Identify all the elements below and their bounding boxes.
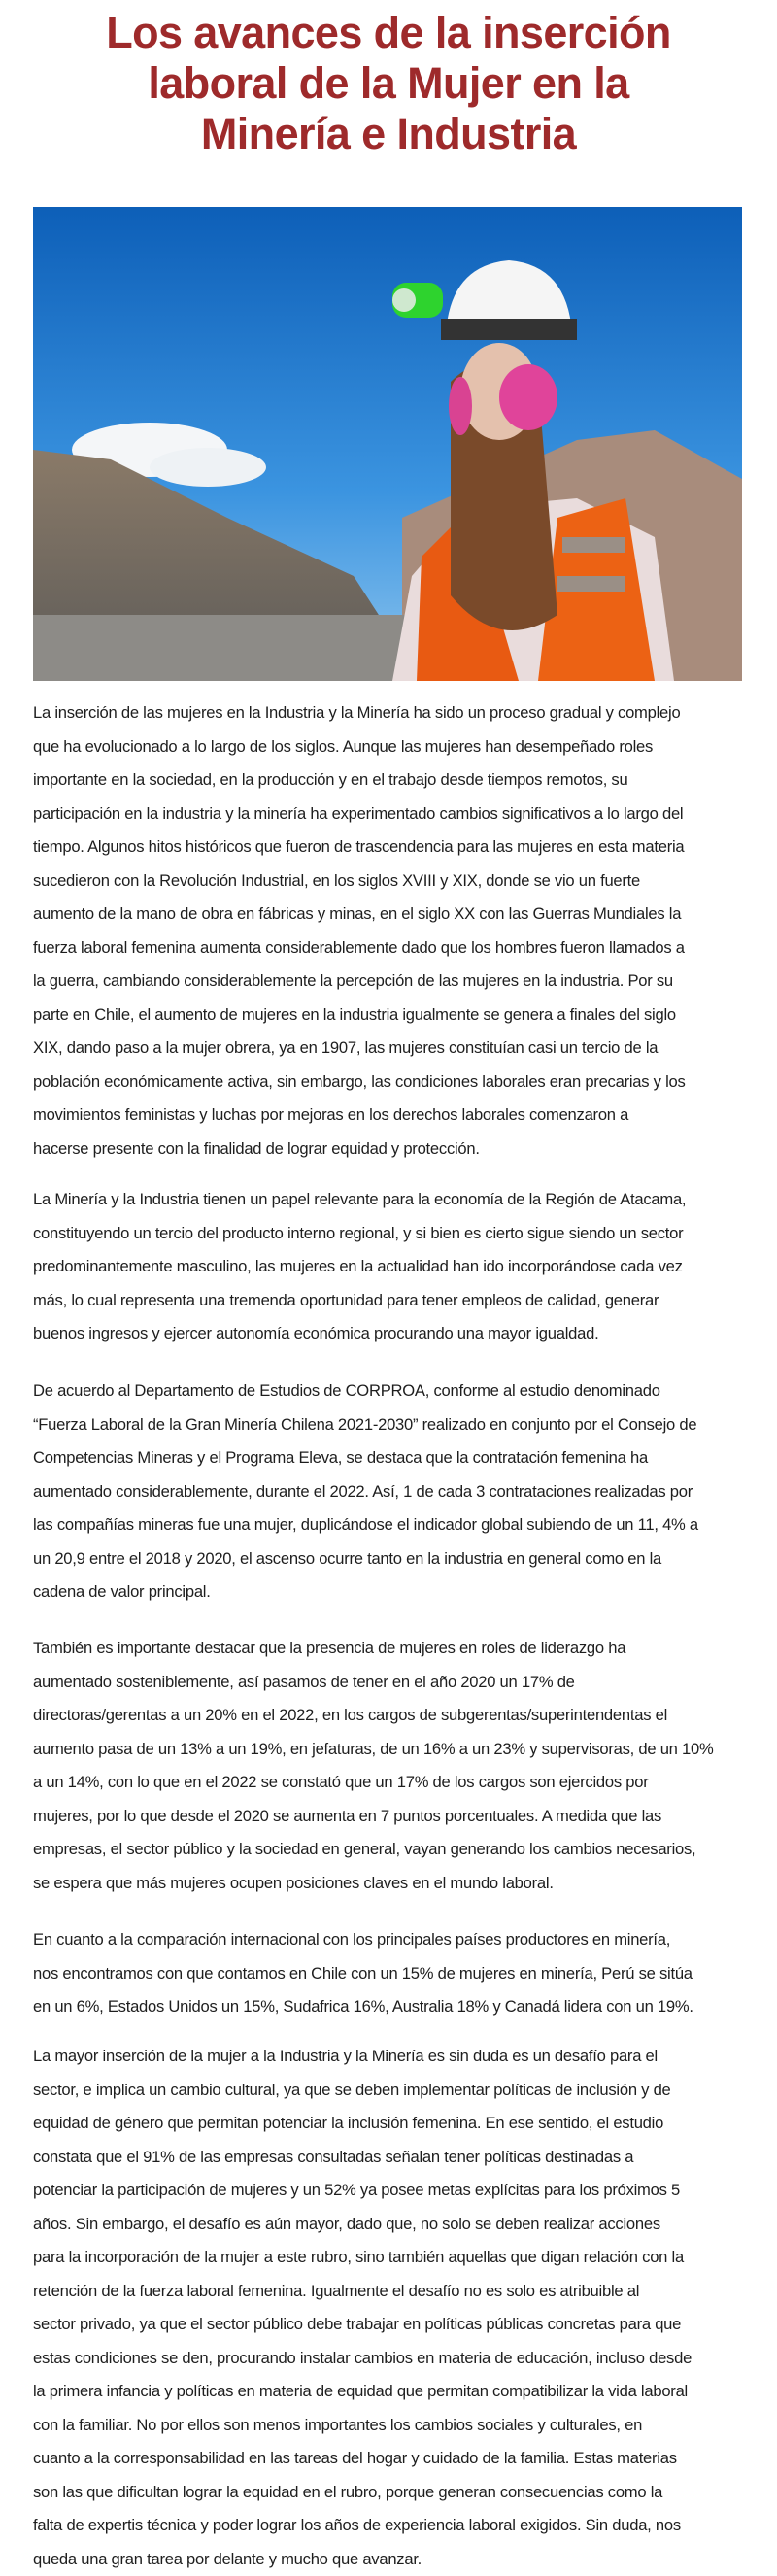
title-line: Los avances de la inserción (0, 8, 777, 58)
paragraph-line: movimientos feministas y luchas por mejoras en los derechos laborales comenzaron a (33, 1099, 752, 1133)
paragraph-line: son las que dificultan lograr la equidad en el rubro, porque generan consecuencias como la (33, 2476, 752, 2510)
paragraph-line: se espera que más mujeres ocupen posiciones claves en el mundo laboral. (33, 1867, 752, 1901)
paragraph-line: tiempo. Algunos hitos históricos que fueron de trascendencia para las mujeres en esta materia (33, 830, 752, 864)
paragraph-line: buenos ingresos y ejercer autonomía económica procurando una mayor igualdad. (33, 1317, 752, 1351)
paragraph-line: importante en la sociedad, en la producción y en el trabajo desde tiempos remotos, su (33, 763, 752, 797)
paragraph-line: la primera infancia y políticas en materia de equidad que permitan compatibilizar la vida laboral (33, 2375, 752, 2409)
paragraph-line: directoras/gerentas a un 20% en el 2022, en los cargos de subgerentas/superintendentas el (33, 1699, 752, 1733)
paragraph-line: constata que el 91% de las empresas consultadas señalan tener políticas destinadas a (33, 2141, 752, 2175)
paragraph-line: cuanto a la corresponsabilidad en las tareas del hogar y cuidado de la familia. Estas materias (33, 2442, 752, 2476)
paragraph-international (33, 1923, 752, 2024)
paragraph-line: con la familiar. No por ellos son menos importantes los cambios sociales y culturales, en (33, 2409, 752, 2443)
paragraph-line: en un 6%, Estados Unidos un 15%, Sudafrica 16%, Australia 18% y Canadá lidera con un 19%. (33, 1990, 752, 2024)
hero-image (33, 207, 742, 681)
paragraph-line: sucedieron con la Revolución Industrial, en los siglos XVIII y XIX, donde se vio un fuerte (33, 864, 752, 898)
paragraph-line: más, lo cual representa una tremenda oportunidad para tener empleos de calidad, generar (33, 1284, 752, 1318)
paragraph-line: mujeres, por lo que desde el 2020 se aumenta en 7 puntos porcentuales. A medida que las (33, 1800, 752, 1834)
paragraph-line: constituyendo un tercio del producto interno regional, y si bien es cierto sigue siendo un sector (33, 1217, 752, 1251)
paragraph-line: que ha evolucionado a lo largo de los siglos. Aunque las mujeres han desempeñado roles (33, 730, 752, 764)
paragraph-line: Competencias Mineras y el Programa Eleva, se destaca que la contratación femenina ha (33, 1441, 752, 1475)
paragraph-challenge (33, 2040, 752, 2576)
paragraph-line: queda una gran tarea por delante y mucho que avanzar. (33, 2543, 752, 2576)
paragraph-line: predominantemente masculino, las mujeres en la actualidad han ido incorporándose cada vez (33, 1250, 752, 1284)
paragraph-line: La Minería y la Industria tienen un papel relevante para la economía de la Región de Atacama, (33, 1183, 752, 1217)
title-line: laboral de la Mujer en la (0, 58, 777, 109)
paragraph-line: empresas, el sector público y la sociedad en general, vayan generando los cambios necesarios, (33, 1833, 752, 1867)
paragraph-atacama (33, 1183, 752, 1351)
paragraph-line: sector privado, ya que el sector público debe trabajar en políticas públicas concretas para que (33, 2308, 752, 2342)
paragraph-line: aumento pasa de un 13% a un 19%, en jefaturas, de un 16% a un 23% y supervisoras, de un 10% (33, 1733, 752, 1767)
paragraph-line: La inserción de las mujeres en la Industria y la Minería ha sido un proceso gradual y complejo (33, 696, 752, 730)
paragraph-line: aumento de la mano de obra en fábricas y minas, en el siglo XX con las Guerras Mundiales la (33, 898, 752, 932)
paragraph-line: aumentado sosteniblemente, así pasamos de tener en el año 2020 un 17% de (33, 1666, 752, 1700)
paragraph-line: “Fuerza Laboral de la Gran Minería Chilena 2021-2030” realizado en conjunto por el Consejo de (33, 1408, 752, 1442)
paragraph-leadership (33, 1632, 752, 1900)
paragraph-line: retención de la fuerza laboral femenina. Igualmente el desafío no es solo es atribuible al (33, 2275, 752, 2309)
paragraph-line: las compañías mineras fue una mujer, duplicándose el indicador global subiendo de un 11, 4% a (33, 1508, 752, 1542)
paragraph-line: De acuerdo al Departamento de Estudios de CORPROA, conforme al estudio denominado (33, 1374, 752, 1408)
paragraph-line: XIX, dando paso a la mujer obrera, ya en 1907, las mujeres constituían casi un tercio de la (33, 1032, 752, 1066)
paragraph-line: hacerse presente con la finalidad de lograr equidad y protección. (33, 1133, 752, 1167)
paragraph-line: También es importante destacar que la presencia de mujeres en roles de liderazgo ha (33, 1632, 752, 1666)
paragraph-line: La mayor inserción de la mujer a la Industria y la Minería es sin duda es un desafío para el (33, 2040, 752, 2074)
article-title (0, 8, 777, 159)
paragraph-line: años. Sin embargo, el desafío es aún mayor, dado que, no solo se deben realizar acciones (33, 2208, 752, 2242)
paragraph-line: equidad de género que permitan potenciar la inclusión femenina. En ese sentido, el estudio (33, 2107, 752, 2141)
paragraph-line: aumentado considerablemente, durante el 2022. Así, 1 de cada 3 contrataciones realizadas por (33, 1475, 752, 1509)
paragraph-line: fuerza laboral femenina aumenta considerablemente dado que los hombres fueron llamados a (33, 932, 752, 966)
paragraph-line: parte en Chile, el aumento de mujeres en la industria igualmente se genera a finales del siglo (33, 999, 752, 1033)
paragraph-line: un 20,9 entre el 2018 y 2020, el ascenso ocurre tanto en la industria en general como en la (33, 1542, 752, 1576)
paragraph-line: a un 14%, con lo que en el 2022 se constató que un 17% de los cargos son ejercidos por (33, 1766, 752, 1800)
paragraph-line: cadena de valor principal. (33, 1576, 752, 1610)
paragraph-line: potenciar la participación de mujeres y un 52% ya posee metas explícitas para los próximos 5 (33, 2174, 752, 2208)
paragraph-line: nos encontramos con que contamos en Chile con un 15% de mujeres en minería, Perú se sitúa (33, 1957, 752, 1991)
paragraph-corproa-study (33, 1374, 752, 1610)
paragraph-line: la guerra, cambiando considerablemente la percepción de las mujeres en la industria. Por su (33, 965, 752, 999)
paragraph-line: falta de expertis técnica y poder lograr los años de experiencia laboral exigidos. Sin duda, nos (33, 2509, 752, 2543)
paragraph-line: para la incorporación de la mujer a este rubro, sino también aquellas que digan relación con la (33, 2241, 752, 2275)
paragraph-line: participación en la industria y la minería ha experimentado cambios significativos a lo largo del (33, 797, 752, 831)
paragraph-line: En cuanto a la comparación internacional con los principales países productores en minería, (33, 1923, 752, 1957)
paragraph-line: población económicamente activa, sin embargo, las condiciones laborales eran precarias y los (33, 1066, 752, 1100)
paragraph-history (33, 696, 752, 1166)
paragraph-line: estas condiciones se den, procurando instalar cambios en materia de educación, incluso desde (33, 2342, 752, 2376)
woman-miner-photo (33, 207, 742, 681)
title-line: Minería e Industria (0, 109, 777, 159)
paragraph-line: sector, e implica un cambio cultural, ya que se deben implementar políticas de inclusión y de (33, 2074, 752, 2108)
